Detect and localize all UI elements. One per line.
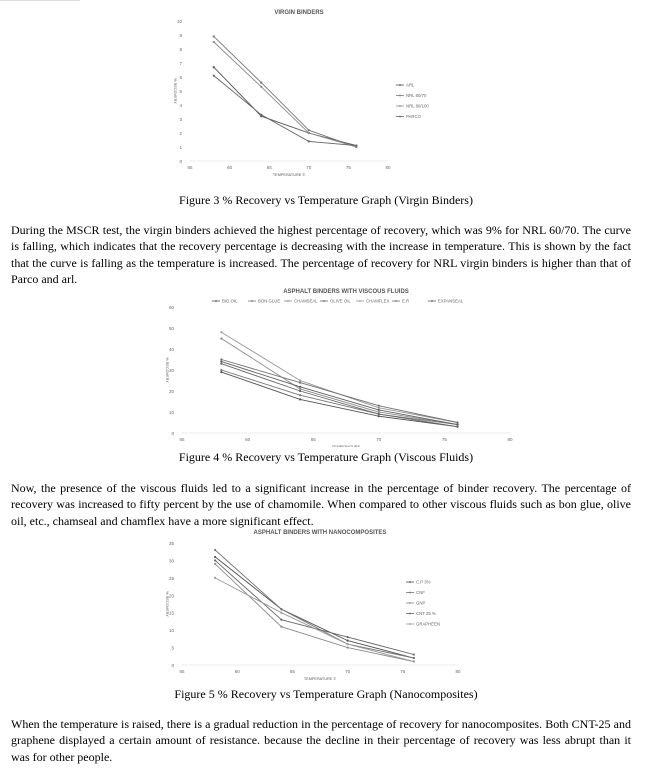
y-tick-label: 7 <box>179 61 182 66</box>
series-line <box>214 36 356 147</box>
data-point <box>456 424 458 426</box>
x-tick-label: 55 <box>179 669 185 674</box>
x-tick-label: 75 <box>345 165 351 170</box>
legend-label: GNP <box>416 600 426 606</box>
data-point <box>299 394 301 396</box>
y-tick-label: 15 <box>168 610 174 616</box>
x-tick-label: 70 <box>345 669 351 674</box>
y-tick-label: 1 <box>179 145 182 150</box>
chart-title: ASPHALT BINDERS WITH VISCOUS FLUIDS <box>283 289 409 295</box>
series-line <box>214 76 356 146</box>
y-tick-label: 5 <box>171 645 174 651</box>
figure-caption: Figure 4 % Recovery vs Temperature Graph (Viscous Fluids) <box>178 450 474 464</box>
data-point <box>220 369 222 371</box>
legend-marker <box>399 116 401 118</box>
data-point <box>214 559 216 561</box>
data-point <box>347 646 349 648</box>
series-line <box>221 370 457 425</box>
legend-marker <box>399 95 401 97</box>
series-line <box>215 578 414 662</box>
data-point <box>378 413 380 415</box>
x-tick-label: 60 <box>227 165 233 170</box>
chart-viscous-fluids <box>160 287 524 447</box>
chart-svg <box>160 527 524 685</box>
data-point <box>413 660 415 662</box>
data-point <box>280 626 282 628</box>
x-tick-label: 55 <box>179 437 185 442</box>
data-point <box>413 657 415 659</box>
data-point <box>299 390 301 392</box>
legend-label: BIO OIL <box>222 298 238 304</box>
x-tick-label: 65 <box>310 437 316 442</box>
y-tick-label: 9 <box>179 33 182 38</box>
legend-label: OLIVE OIL <box>330 298 351 304</box>
data-point <box>378 409 380 411</box>
chart-virgin-binders <box>168 3 486 183</box>
series-line <box>215 557 414 658</box>
x-tick-label: 75 <box>400 669 406 674</box>
x-tick-label: 80 <box>507 437 513 442</box>
data-point <box>355 145 357 147</box>
x-tick-label: 55 <box>187 165 193 170</box>
series-line <box>221 332 457 422</box>
series-line <box>215 550 414 658</box>
data-point <box>220 337 222 339</box>
legend-marker <box>287 300 289 302</box>
data-point <box>213 41 215 43</box>
x-axis-label: TEMPERATURE <box>331 445 361 447</box>
y-tick-label: 60 <box>168 305 174 310</box>
y-tick-label: 2 <box>179 131 182 136</box>
chart-svg <box>160 287 524 447</box>
data-point <box>299 379 301 381</box>
y-axis-label: % RECOVERY <box>165 591 169 617</box>
data-point <box>347 640 349 642</box>
x-tick-label: 80 <box>455 669 461 674</box>
y-tick-label: 30 <box>168 368 174 373</box>
data-point <box>456 426 458 428</box>
y-tick-label: 0 <box>179 159 182 164</box>
y-tick-label: 8 <box>179 47 182 52</box>
y-tick-label: 50 <box>168 326 174 331</box>
y-tick-label: 5 <box>179 89 182 94</box>
legend-label: CHAMSEAL <box>294 298 318 304</box>
y-tick-label: 6 <box>179 75 182 80</box>
body-paragraph: When the temperature is raised, there is a gradual reduction in the percentage of recovery for nanocomposites. Both CNT-25 and graphene displayed a certain amount of resistance. because the decline in their percentage of recovery was less abrupt than it was for other people. <box>11 717 631 764</box>
data-point <box>213 75 215 77</box>
page-top-rule <box>0 0 80 1</box>
x-axis-label: TEMPERATURE © <box>303 677 337 681</box>
data-point <box>299 386 301 388</box>
y-tick-label: 4 <box>179 103 182 108</box>
data-point <box>260 114 262 116</box>
data-point <box>214 549 216 551</box>
chart-nanocomposites <box>160 527 524 685</box>
legend-label: CNT 25 % <box>416 611 436 617</box>
legend-marker <box>359 300 361 302</box>
body-paragraph: During the MSCR test, the virgin binders achieved the highest percentage of recovery, which was 9% for NRL 60/70. The curve is falling, which indicates that the recovery percentage is decreasing with the increase in temperature. This is shown by the fact that the curve is falling as the temperature is increased. The percentage of recovery for NRL virgin binders is higher than that of Parco and arl. <box>11 223 631 286</box>
legend-marker <box>431 300 433 302</box>
data-point <box>213 66 215 68</box>
legend-label: PARCO <box>406 114 421 120</box>
data-point <box>308 129 310 131</box>
series-line <box>221 360 457 423</box>
data-point <box>220 358 222 360</box>
x-tick-label: 65 <box>289 669 295 674</box>
data-point <box>378 415 380 417</box>
legend-label: NRL 80/100 <box>406 103 429 109</box>
y-tick-label: 10 <box>176 19 182 24</box>
chart-title: ASPHALT BINDERS WITH NANOCOMPOSITES <box>253 530 387 536</box>
data-point <box>308 140 310 142</box>
legend-marker <box>399 105 401 107</box>
data-point <box>213 35 215 37</box>
figure-caption: Figure 5 % Recovery vs Temperature Graph (Nanocomposites) <box>174 687 478 701</box>
legend-label: GRAPHEEN <box>416 621 441 627</box>
y-tick-label: 40 <box>168 347 174 352</box>
x-tick-label: 60 <box>245 437 251 442</box>
data-point <box>378 411 380 413</box>
legend-marker <box>409 613 411 615</box>
data-point <box>214 563 216 565</box>
legend-marker <box>409 623 411 625</box>
data-point <box>214 577 216 579</box>
data-point <box>260 82 262 84</box>
chart-svg <box>168 3 486 183</box>
y-axis-label: % RECOVERY <box>165 357 169 383</box>
data-point <box>280 612 282 614</box>
y-tick-label: 10 <box>168 410 174 415</box>
data-point <box>413 653 415 655</box>
legend-marker <box>399 84 401 86</box>
legend-label: CHAMFLEX <box>366 298 390 304</box>
x-tick-label: 70 <box>376 437 382 442</box>
legend-label: NRL 60/70 <box>406 93 427 99</box>
data-point <box>299 382 301 384</box>
data-point <box>220 331 222 333</box>
legend-marker <box>215 300 217 302</box>
x-tick-label: 80 <box>385 165 391 170</box>
data-point <box>299 398 301 400</box>
legend-label: EXPANSEAL <box>438 298 464 304</box>
legend-marker <box>409 592 411 594</box>
data-point <box>260 86 262 88</box>
x-tick-label: 75 <box>441 437 447 442</box>
y-tick-label: 30 <box>168 558 174 564</box>
legend-label: CNF <box>416 590 425 596</box>
body-paragraph: Now, the presence of the viscous fluids led to a significant increase in the percentage of binder recovery. The percentage of recovery was increased to fifty percent by the use of chamomile. When compared to other viscous fluids such as bon glue, olive oil, etc., chamseal and chamflex have a more significant effect. <box>11 481 631 528</box>
y-tick-label: 20 <box>168 389 174 394</box>
x-tick-label: 60 <box>234 669 240 674</box>
x-tick-label: 65 <box>266 165 272 170</box>
legend-marker <box>409 581 411 583</box>
legend-label: C.P 3% <box>416 579 431 585</box>
x-tick-label: 70 <box>306 165 312 170</box>
data-point <box>347 643 349 645</box>
data-point <box>214 556 216 558</box>
x-axis-label: TEMPERATURE © <box>272 173 306 177</box>
y-tick-label: 20 <box>168 593 174 599</box>
data-point <box>220 361 222 363</box>
y-axis-label: % RECOVERY <box>173 78 177 104</box>
legend-label: BON GLUE <box>258 298 281 304</box>
legend-marker <box>251 300 253 302</box>
data-point <box>220 371 222 373</box>
data-point <box>280 608 282 610</box>
y-tick-label: 25 <box>168 575 174 581</box>
legend-label: E.R <box>402 298 410 304</box>
data-point <box>378 405 380 407</box>
y-tick-label: 0 <box>171 663 174 668</box>
data-point <box>299 388 301 390</box>
data-point <box>220 363 222 365</box>
figure-caption: Figure 3 % Recovery vs Temperature Graph (Virgin Binders) <box>179 193 473 207</box>
data-point <box>378 407 380 409</box>
y-tick-label: 0 <box>171 431 174 436</box>
y-tick-label: 3 <box>179 117 182 122</box>
legend-marker <box>395 300 397 302</box>
legend-marker <box>323 300 325 302</box>
data-point <box>280 619 282 621</box>
legend-label: ARL <box>406 82 415 88</box>
series-line <box>215 560 414 654</box>
data-point <box>456 421 458 423</box>
chart-title: VIRGIN BINDERS <box>274 10 324 16</box>
data-point <box>308 132 310 134</box>
y-tick-label: 35 <box>168 541 174 546</box>
y-tick-label: 10 <box>168 628 174 634</box>
data-point <box>347 636 349 638</box>
legend-marker <box>409 602 411 604</box>
